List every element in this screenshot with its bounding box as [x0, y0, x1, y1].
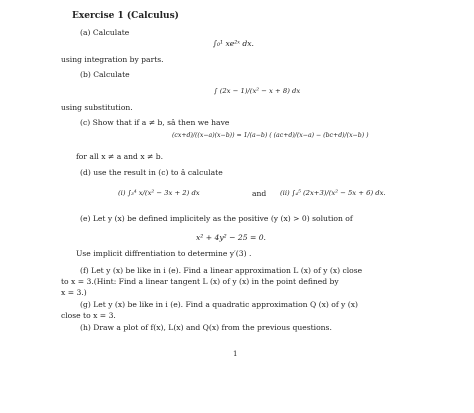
item-h-line1: (h) Draw a plot of f(x), L(x) and Q(x) from the previous questions.	[80, 323, 332, 332]
item-c-formula: (cx+d)/((x−a)(x−b)) = 1/(a−b) ( (ac+d)/(x−a) − (bc+d)/(x−b) )	[172, 132, 369, 139]
item-d-formula-i: (i) ∫₃⁴ x/(x² − 3x + 2) dx	[118, 189, 200, 197]
item-f-line1: (f) Let y (x) be like in i (e). Find a linear approximation L (x) of y (x) close	[80, 266, 363, 275]
item-d-label: (d) use the result in (c) to â calculate	[80, 168, 223, 177]
page-number: 1	[233, 350, 238, 358]
item-b-formula: ∫ (2x − 1)/(x² − x + 8) dx	[214, 87, 301, 95]
item-g-line1: (g) Let y (x) be like in i (e). Find a quadratic approximation Q (x) of y (x)	[80, 300, 358, 309]
item-d-and: and	[252, 189, 267, 198]
item-f-line3: x = 3.)	[61, 288, 87, 297]
item-c-label: (c) Show that if a ≠ b, sâ then we have	[80, 118, 230, 127]
item-b-label: (b) Calculate	[80, 70, 130, 79]
exercise-title: Exercise 1 (Calculus)	[72, 11, 179, 21]
item-a-note: using integration by parts.	[61, 55, 164, 64]
item-e-note: Use implicit diffrentiation to determine y′(3) .	[76, 249, 252, 258]
item-c-note: for all x ≠ a and x ≠ b.	[76, 152, 164, 161]
item-a-formula: ∫₀¹ xe²ˣ dx.	[213, 39, 254, 48]
item-d-formula-ii: (ii) ∫₄⁵ (2x+3)/(x² − 5x + 6) dx.	[280, 189, 386, 197]
item-e-formula: x² + 4y² − 25 = 0.	[196, 233, 266, 242]
item-b-note: using substitution.	[61, 103, 133, 112]
item-g-line2: close to x = 3.	[61, 311, 116, 320]
item-e-label: (e) Let y (x) be defined implicitely as the positive (y (x) > 0) solution of	[80, 214, 353, 223]
item-f-line2: to x = 3.(Hint: Find a linear tangent L (x) of y (x) in the point defined by	[61, 277, 339, 286]
item-a-label: (a) Calculate	[80, 28, 130, 37]
